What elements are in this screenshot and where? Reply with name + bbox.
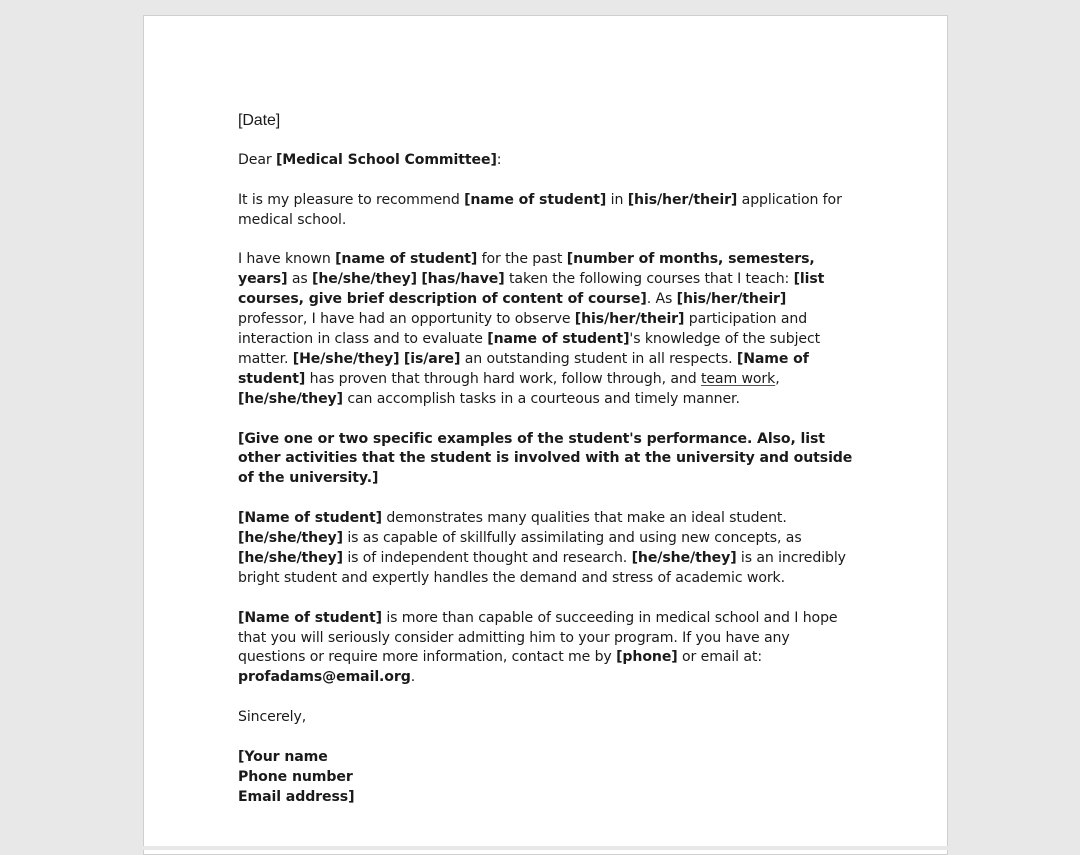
body-text: or email at:: [677, 649, 762, 666]
placeholder-text: [list courses, give brief description of content of course]: [238, 271, 825, 308]
date-line: [Date]: [238, 112, 281, 129]
body-text: application for medical school.: [238, 191, 842, 228]
placeholder-text: [he/she/they]: [631, 549, 737, 566]
salutation-recipient: [Medical School Committee]: [275, 151, 497, 168]
salutation: [238, 151, 858, 171]
body-text: for the past: [477, 251, 567, 268]
body-text: an outstanding student in all respects.: [460, 350, 737, 367]
placeholder-text: [number of months, semesters, years]: [238, 251, 815, 288]
signature-block: [238, 748, 858, 808]
placeholder-text: [name of student]: [335, 251, 478, 268]
body-text: is of independent thought and research.: [342, 549, 632, 566]
body-text: is an incredibly bright student and expertly handles the demand and stress of academic work.: [238, 549, 846, 586]
body-text: I have known: [238, 251, 336, 268]
paragraph-qualities: [238, 509, 858, 589]
placeholder-text: [his/her/their]: [627, 191, 738, 208]
placeholder-text: [he/she/they]: [311, 271, 417, 288]
placeholder-text: [Name of student]: [238, 609, 382, 626]
paragraph-courses: [238, 250, 858, 409]
placeholder-text: [he/she/they]: [238, 530, 343, 547]
placeholder-text: [Give one or two specific examples of the student's performance. Also, list other activities that the student is involved with at the university and outside of the university.]: [238, 430, 853, 487]
paragraph-intro: [238, 191, 858, 231]
paragraph-recommendation: [238, 609, 858, 689]
body-text: 's knowledge of the subject matter.: [238, 331, 821, 367]
placeholder-text: [he/she/they]: [238, 390, 343, 407]
closing: Sincerely,: [238, 709, 307, 726]
signature-name: [Your name: [238, 748, 328, 765]
body-text: is more than capable of succeeding in medical school and I hope that you will seriously consider admitting him to your program. If you have any questions or require more information, contact me by: [238, 609, 838, 666]
placeholder-text: [he/she/they]: [238, 549, 343, 566]
placeholder-text: [Name of student]: [238, 350, 809, 387]
placeholder-text: [He/she/they]: [292, 350, 400, 367]
salutation-prefix: Dear: [238, 151, 276, 168]
placeholder-text: [Name of student]: [238, 510, 382, 527]
paragraph-examples: [238, 430, 858, 490]
body-text: as: [287, 271, 312, 288]
body-text: can accomplish tasks in a courteous and timely manner.: [342, 390, 740, 407]
body-text: . As: [646, 291, 677, 308]
body-text: taken the following courses that I teach:: [504, 271, 794, 288]
signature-phone: Phone number: [238, 768, 353, 785]
placeholder-text: [name of student]: [464, 191, 607, 208]
letter-body[interactable]: [238, 111, 858, 828]
placeholder-text: [phone]: [616, 649, 678, 666]
body-text: .: [410, 669, 416, 686]
salutation-suffix: :: [496, 151, 502, 168]
placeholder-text: [is/are]: [403, 350, 461, 367]
body-text: has proven that through hard work, follow through, and: [305, 370, 701, 387]
body-text: It is my pleasure to recommend: [238, 191, 465, 208]
placeholder-text: [has/have]: [421, 271, 505, 288]
body-text: participation and interaction in class and to evaluate: [238, 311, 808, 348]
window-bottom-edge: [0, 846, 1080, 850]
placeholder-text: [his/her/their]: [676, 291, 787, 308]
grammar-flagged-text: team work: [700, 370, 776, 387]
body-text: is as capable of skillfully assimilating and using new concepts, as: [342, 530, 802, 547]
placeholder-text: profadams@email.org: [238, 669, 411, 686]
body-text: in: [606, 191, 628, 208]
signature-email: Email address]: [238, 788, 355, 805]
body-text: ,: [775, 370, 780, 387]
body-text: demonstrates many qualities that make an ideal student.: [381, 510, 787, 527]
body-text: professor, I have had an opportunity to observe: [238, 311, 575, 328]
placeholder-text: [his/her/their]: [574, 311, 685, 328]
placeholder-text: [name of student]: [487, 331, 630, 348]
document-page: [143, 15, 948, 855]
